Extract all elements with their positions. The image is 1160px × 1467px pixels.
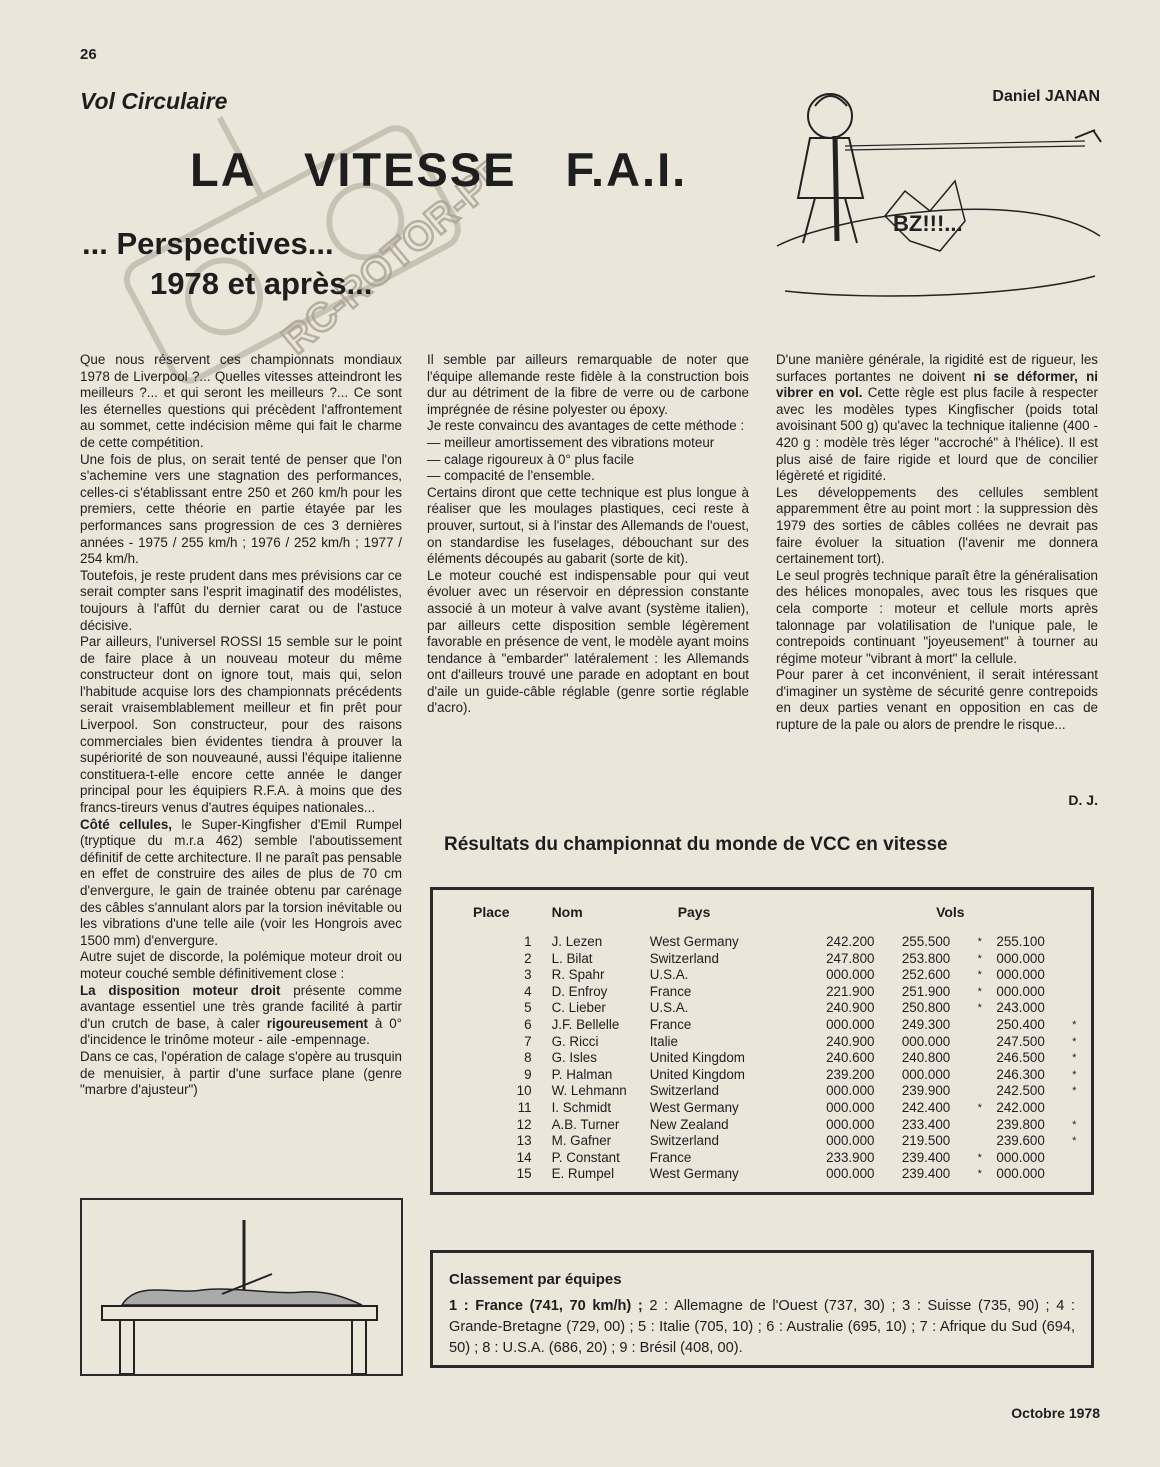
cell-vol-3: 250.400 — [996, 1016, 1045, 1032]
cell-vol-1: 000.000 — [826, 1166, 875, 1182]
cell-place: 1 — [524, 934, 532, 949]
cell-vol-3: 242.000 — [996, 1099, 1045, 1115]
paragraph-text: présente comme avantage essentiel une très grande facilité à partir d'un crutch de base, à caler — [80, 982, 403, 1031]
watermark-text: RC-ROTOR-PER.COM — [274, 90, 490, 363]
header-place: Place — [473, 904, 510, 920]
paragraph: Pour parer à cet inconvénient, il serait intéressant d'imaginer un système de sécurité genre contrepoids en deux parties venant en opposition en cas de rupture de la pale ou alors de prendre le risque... — [776, 667, 1098, 733]
cell-vol-3: 239.800 — [996, 1116, 1045, 1132]
cell-nom: M. Gafner — [551, 1133, 612, 1149]
table-row — [473, 1000, 1091, 1017]
cell-nom: I. Schmidt — [551, 1099, 612, 1115]
cell-place: 2 — [524, 950, 532, 966]
cell-vol-1: 240.900 — [826, 1000, 875, 1016]
cell-vol-2: 239.400 — [901, 1166, 951, 1182]
cell-vol-3: 247.500 — [996, 1033, 1045, 1049]
crutch-setup-illustration — [80, 1198, 403, 1376]
paragraph-text: à 0° d'incidence le trinôme moteur - aile -empennage. — [80, 1015, 402, 1048]
paragraph-text: D'une manière générale, la rigidité est de rigueur, les surfaces portantes ne doivent — [776, 352, 1098, 384]
cell-star-3: * — [1072, 1018, 1077, 1031]
cell-vol-2: 233.400 — [901, 1116, 951, 1132]
cell-place: 15 — [516, 1166, 532, 1182]
cell-star-2 — [978, 1017, 997, 1034]
cell-nom: D. Enfroy — [551, 983, 608, 999]
cell-vol-1: 242.200 — [826, 934, 875, 949]
article-column-2 — [427, 352, 749, 717]
cell-nom: J.F. Bellelle — [551, 1016, 620, 1032]
cell-vol-1: 239.200 — [826, 1066, 875, 1082]
cell-place: 5 — [524, 1000, 532, 1016]
table-row — [473, 1166, 1091, 1183]
cell-vol-3: 246.500 — [996, 1050, 1045, 1066]
cell-star-3 — [1072, 951, 1091, 968]
header-nom: Nom — [551, 904, 583, 920]
cell-pays: Italie — [649, 1033, 678, 1049]
issue-date: Octobre 1978 — [1011, 1405, 1100, 1421]
paragraph: Il semble par ailleurs remarquable de noter que l'équipe allemande reste fidèle à la construction bois dur au détriment de la fibre de verre ou de carbone imprégnée de résine polyester ou époxy. — [427, 352, 749, 417]
cell-pays: France — [649, 1016, 692, 1032]
cell-star-3 — [1072, 1100, 1091, 1117]
cell-nom: L. Bilat — [551, 950, 593, 966]
table-row — [473, 1083, 1091, 1100]
table-row — [473, 951, 1091, 968]
table-row — [473, 1067, 1091, 1084]
cell-star-2: * — [977, 1101, 982, 1114]
cell-vol-3: 243.000 — [996, 1000, 1045, 1016]
cell-vol-2: 000.000 — [901, 1033, 951, 1049]
cell-vol-1: 240.600 — [826, 1050, 875, 1066]
cell-vol-3: 000.000 — [996, 983, 1045, 999]
cell-star-3 — [1072, 1166, 1091, 1183]
cell-vol-2: 242.400 — [901, 1099, 951, 1115]
table-row — [473, 1017, 1091, 1034]
cell-nom: J. Lezen — [551, 934, 603, 949]
paragraph: Autre sujet de discorde, la polémique moteur droit ou moteur couché semble définitivement close : — [80, 949, 402, 981]
cell-star-2: * — [977, 936, 982, 948]
cell-pays: United Kingdom — [649, 1050, 745, 1066]
list-item: — compacité de l'ensemble. — [427, 468, 595, 484]
results-table-box — [430, 887, 1094, 1195]
rubric: Vol Circulaire — [80, 88, 228, 114]
paragraph: Une fois de plus, on serait tenté de penser que l'on s'achemine vers une stagnation des performances, celles-ci s'établissant entre 250 et 260 km/h pour les premiers, cette théorie en partie étayée par les performances sans progression de ces 3 dernières années - 1975 / 255 km/h ; 1976 / 252 km/h ; 1977 / 254 km/h. — [80, 451, 402, 567]
cell-vol-2: 250.800 — [901, 1000, 951, 1016]
cell-star-3 — [1072, 1150, 1091, 1167]
cell-place: 8 — [524, 1050, 532, 1066]
cell-vol-1: 240.900 — [826, 1033, 875, 1049]
cell-nom: A.B. Turner — [551, 1116, 620, 1132]
cell-star-2: * — [977, 1151, 982, 1164]
cell-nom: P. Constant — [551, 1149, 620, 1165]
cell-vol-3: 255.100 — [996, 934, 1045, 949]
table-row — [473, 984, 1091, 1001]
cell-pays: U.S.A. — [649, 1000, 689, 1016]
table-row — [473, 1034, 1091, 1051]
cell-pays: Switzerland — [649, 1083, 719, 1099]
cell-vol-3: 246.300 — [996, 1066, 1045, 1082]
cell-vol-2: 252.600 — [901, 967, 951, 983]
paragraph: Le seul progrès technique paraît être la généralisation des hélices monopales, avec tous les risques que cela comporte : moteur et cellule morts après talonnage par volatilisation de l'unique pale, le contrepoids continuant "joyeusement" à tourner au régime moteur "vibrant à mort" la cellule. — [776, 567, 1098, 666]
cell-star-3: * — [1072, 1035, 1077, 1048]
cell-vol-2: 000.000 — [901, 1066, 951, 1082]
cell-place: 12 — [516, 1116, 532, 1132]
cell-place: 3 — [524, 967, 532, 983]
cell-nom: G. Ricci — [551, 1033, 599, 1049]
paragraph: Les développements des cellules semblent apparemment être au point mort : la suppression dès 1979 des sorties de câbles collées ne devrait pas faire évoluer la situation (l'avenir me donnera certainement tort). — [776, 484, 1098, 567]
cell-star-3 — [1072, 984, 1091, 1001]
team-classification-box — [430, 1250, 1094, 1368]
cell-star-3 — [1072, 967, 1091, 984]
header-pays: Pays — [677, 904, 711, 920]
page-number: 26 — [80, 46, 97, 63]
cell-vol-1: 000.000 — [826, 1116, 875, 1132]
cell-nom: C. Lieber — [551, 1000, 606, 1016]
cell-pays: United Kingdom — [649, 1066, 745, 1082]
article-column-3 — [776, 352, 1098, 734]
paragraph-text: le Super-Kingfisher d'Emil Rumpel (tryptique du m.r.a 462) semble l'aboutissement définitif de cette architecture. Il ne paraît pas pensable en effet de construire des ailes de plus de 70 cm d'envergure, le gain de trainée obtenu par carénage des câbles s'annulant alors par la torsion inévitable ou les vibrations d'une telle aile (voir les Hongrois avec 1500 mm) d'envergure. — [80, 816, 402, 948]
cell-vol-1: 247.800 — [826, 950, 875, 966]
cell-star-2 — [978, 1117, 997, 1134]
cell-vol-2: 239.900 — [901, 1083, 951, 1099]
cell-nom: P. Halman — [551, 1066, 613, 1082]
cell-pays: Switzerland — [649, 950, 719, 966]
cell-vol-3: 242.500 — [996, 1083, 1045, 1099]
paragraph: Je reste convaincu des avantages de cette méthode : — [427, 418, 745, 434]
cell-star-3 — [1072, 934, 1091, 951]
cell-star-2 — [978, 1034, 997, 1051]
cell-vol-1: 233.900 — [826, 1149, 875, 1165]
cell-nom: G. Isles — [551, 1050, 597, 1066]
cell-star-3: * — [1072, 1052, 1077, 1065]
cell-star-3 — [1072, 1000, 1091, 1017]
cartoon-pilot-illustration — [775, 86, 1105, 306]
cell-star-2: * — [977, 1002, 982, 1015]
cell-pays: West Germany — [649, 1166, 739, 1182]
cell-vol-1: 000.000 — [826, 967, 875, 983]
cell-place: 6 — [524, 1016, 532, 1032]
cell-vol-3: 000.000 — [996, 1166, 1045, 1182]
cell-place: 10 — [516, 1083, 532, 1099]
cell-vol-2: 253.800 — [901, 950, 951, 966]
cell-vol-2: 239.400 — [901, 1149, 951, 1165]
cell-place: 11 — [517, 1099, 532, 1115]
paragraph-text: Cette règle est plus facile à respecter avec les modèles types Kingfischer (poids total avoisinant 500 g) qu'avec la technique italienne (400 - 420 g : modèle très léger "accroché" à l'hélice). Il est plus aisé de faire rigide et lourd que de concilier légèreté et rigidité. — [776, 385, 1098, 484]
paragraph: Le moteur couché est indispensable pour qui veut évoluer avec un réservoir en dépression constante associé à un moteur à valve avant (système italien), par ailleurs cette disposition semble légèrement favorable en présence de vent, le modèle ayant moins tendance à "embarder" latéralement : les Allemands ont d'ailleurs trouvé une parade en adoptant en bout d'aile un guide-câble réglable (genre sortie réglable d'acro). — [427, 567, 749, 716]
cell-star-2 — [978, 1083, 997, 1100]
cell-vol-3: 000.000 — [996, 967, 1045, 983]
paragraph: Dans ce cas, l'opération de calage s'opère au trusquin de menuisier, à partir d'une surface plane (genre "marbre d'ajusteur") — [80, 1048, 402, 1098]
cell-star-2: * — [977, 952, 982, 965]
table-header-row — [473, 890, 1091, 934]
cell-star-3: * — [1072, 1118, 1077, 1131]
cell-star-2: * — [977, 985, 982, 998]
cell-star-3: * — [1072, 1135, 1077, 1148]
table-row — [473, 1117, 1091, 1134]
bold-lead: La disposition moteur droit — [80, 982, 281, 998]
cell-vol-3: 239.600 — [996, 1133, 1045, 1149]
paragraph: Que nous réservent ces championnats mondiaux 1978 de Liverpool ?... Quelles vitesses atteindront les meilleurs ?... et qui seront les meilleurs ?... Ce sont les éternelles questions qui précèdent l'affrontement au sommet, cette indécision même qui fait le charme de cette compétition. — [80, 352, 402, 450]
cell-nom: R. Spahr — [551, 967, 605, 983]
results-title: Résultats du championnat du monde de VCC en vitesse — [444, 834, 948, 855]
cell-pays: West Germany — [649, 1099, 739, 1115]
cell-vol-2: 249.300 — [901, 1016, 951, 1032]
cell-place: 13 — [516, 1133, 532, 1149]
cell-place: 14 — [516, 1149, 532, 1165]
cell-star-2 — [978, 1067, 997, 1084]
cell-pays: U.S.A. — [649, 967, 689, 983]
list-item: — calage rigoureux à 0° plus facile — [427, 451, 635, 467]
list-item: — meilleur amortissement des vibrations moteur — [427, 434, 715, 450]
cell-place: 7 — [524, 1033, 532, 1049]
cartoon-sound-text: BZ!!!... — [893, 211, 963, 236]
cell-vol-1: 000.000 — [826, 1099, 875, 1115]
cell-vol-2: 255.500 — [901, 934, 951, 949]
table-row — [473, 967, 1091, 984]
cell-star-3: * — [1072, 1085, 1077, 1098]
cell-vol-1: 000.000 — [826, 1133, 875, 1149]
table-row — [473, 1050, 1091, 1067]
cell-pays: New Zealand — [649, 1116, 729, 1132]
table-row — [473, 1150, 1091, 1167]
cell-vol-2: 219.500 — [901, 1133, 951, 1149]
cell-pays: France — [649, 1149, 692, 1165]
table-row — [473, 934, 1091, 951]
paragraph: Par ailleurs, l'universel ROSSI 15 semble sur le point de faire place à un nouveau moteur du même constructeur dont on ignore tout, mais qui, selon l'habitude acquise lors des championnats précédents serait vraisemblablement meilleur et fin prêt pour Liverpool. Son constructeur, pour des raisons commerciales bien évidentes tiendra à prouver la supériorité de son nouveauné, aussi l'équipe italienne constituera-t-elle encore cette année le danger principal pour les équipiers R.F.A. à moins que des francs-tireurs venus d'autres équipes nationales... — [80, 634, 402, 816]
cell-star-2 — [978, 1050, 997, 1067]
team-classification-text — [449, 1296, 1075, 1359]
subtitle-line-2: 1978 et après... — [150, 266, 373, 301]
cell-vol-1: 000.000 — [826, 1083, 875, 1099]
team-winner: 1 : France (741, 70 km/h) ; — [449, 1298, 643, 1314]
cell-nom: E. Rumpel — [551, 1166, 615, 1182]
cell-vol-2: 251.900 — [901, 983, 951, 999]
paragraph: Toutefois, je reste prudent dans mes prévisions car ce serait compter sans l'esprit imaginatif des modélistes, toujours à l'affût du dernier carat ou de l'astuce décisive. — [80, 567, 402, 633]
bold-word: rigoureusement — [266, 1015, 368, 1031]
team-rest: 2 : Allemagne de l'Ouest (737, 30) ; 3 : Suisse (735, 90) ; 4 : Grande-Bretagne (729, 00) ; 5 : Italie (705, 10) ; 6 : Australie (695, 10) ; 7 : Afrique du Sud (694, 50) ; 8 : U.S.A. (686, 20) ; 9 : Brésil (408, 00). — [449, 1298, 1075, 1356]
cell-vol-3: 000.000 — [996, 950, 1045, 966]
paragraph: Certains diront que cette technique est plus longue à réaliser que les moulages plastiques, ceci reste à prouver, surtout, si à l'instar des Allemands de l'ouest, on standardise les fuselages, débouchant sur des éléments découpés au gabarit (sorte de kit). — [427, 484, 749, 567]
bold-lead: Côté cellules, — [80, 816, 173, 832]
signature: D. J. — [1068, 792, 1098, 808]
cell-star-2 — [978, 1133, 997, 1150]
paragraph — [80, 983, 402, 1049]
cell-pays: Switzerland — [649, 1133, 719, 1149]
article-column-1 — [80, 352, 402, 1099]
cell-vol-1: 221.900 — [826, 983, 875, 999]
cell-pays: West Germany — [649, 934, 739, 949]
table-row — [473, 1100, 1091, 1117]
subtitle-line-1: ... Perspectives... — [82, 226, 334, 261]
cell-vol-1: 000.000 — [826, 1016, 875, 1032]
table-row — [473, 1133, 1091, 1150]
page-title: LA VITESSE F.A.I. — [190, 143, 688, 196]
team-classification-title: Classement par équipes — [449, 1271, 622, 1288]
cell-place: 9 — [524, 1066, 532, 1082]
cell-star-2: * — [977, 1168, 982, 1181]
cell-nom: W. Lehmann — [551, 1083, 627, 1099]
header-vols: Vols — [936, 904, 965, 920]
cell-pays: France — [649, 983, 692, 999]
bold-phrase: ni se déformer, ni vibrer en vol. — [776, 368, 1098, 401]
paragraph — [776, 352, 1098, 485]
cell-star-3: * — [1072, 1068, 1077, 1081]
cell-star-2: * — [977, 969, 982, 982]
author: Daniel JANAN — [992, 88, 1100, 105]
results-table — [473, 890, 1091, 1183]
paragraph — [80, 817, 402, 950]
cell-vol-2: 240.800 — [901, 1050, 951, 1066]
cell-vol-3: 000.000 — [996, 1149, 1045, 1165]
cell-place: 4 — [524, 983, 532, 999]
